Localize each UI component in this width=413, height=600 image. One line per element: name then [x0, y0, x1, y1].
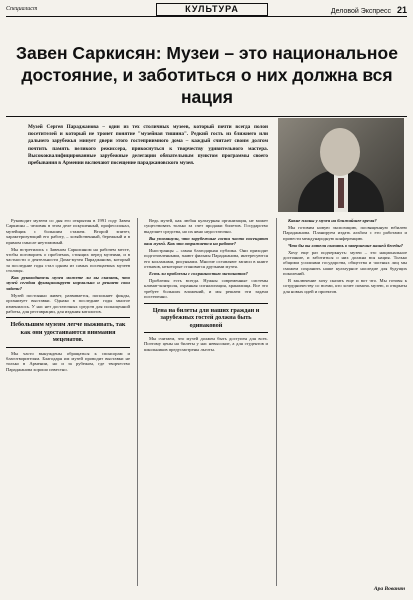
column-3	[283, 218, 407, 590]
column-2	[144, 218, 268, 590]
paragraph: Проблемы есть всегда. Нужны современные системы климат-контроля, охранная сигнализация, хранилища. Все это требует больших вложений, и мы решаем эти задачи постепенно.	[144, 278, 268, 300]
paragraph: Ведь музей, как любая культурная организация, не может существовать только за счет продажи билетов. Государство выделяет средства, но их явно недостаточно.	[144, 218, 268, 234]
paragraph: Мы считаем, что музей должен быть доступен для всех. Поэтому цены на билеты у нас невысокие, а для студентов и школьников предусмотрены льготы.	[144, 335, 268, 352]
title-rule	[6, 116, 407, 117]
paragraph: Хочу еще раз подчеркнуть: музеи – это национальное достояние, и заботиться о них должна вся нация. Только общими усилиями государства, общества и частных лиц мы сможем сохранить наше культурное наследие для будущих поколений.	[283, 249, 407, 277]
article-title: Завен Саркисян: Музеи – это национальное достояние, и заботиться о них должна вся нация	[16, 42, 398, 107]
column-divider	[276, 218, 277, 586]
paragraph: Мы встретились с Завеном Саркисяном на рабочем месте, чтобы поговорить о проблемах, стоящих перед музеями, и в частности о деятельности Дома-музея Параджанова, который за последние годы стал одним из самых посещаемых музеев столицы.	[6, 246, 130, 274]
article-lead: Музей Сергея Параджанова – один из тех столичных музеев, который почти всегда полон посетителей и который не тронет понятие "музейная тишина". Редкий гость из ближнего или дальнего зарубежья минует двери этого гостеприимного дома – каждый считает своим долгом почтить память великого режиссера, прикоснуться к творчеству удивительного мастера. Высококвалифицированные зарубежные делегации обязательным пунктом программы своего пребывания в Армении включают посещение параджановского музея.	[28, 124, 268, 167]
pull-quote: Цена на билеты для наших граждан и зарубежных гостей должна быть одинаковой	[144, 303, 268, 333]
header-rubric: Специалист	[6, 6, 38, 12]
paragraph: Музей постоянно живет, развивается, пополняет фонды, организует выставки. Однако в последние годы многое изменилось. У нас нет достаточных средств для полноценной работы, для реставрации, для издания каталогов.	[6, 292, 130, 314]
column-divider	[137, 218, 138, 586]
interview-question: Как руководитель музея можете ли вы сказать, что музей сегодня функционирует нормально и решает свои задачи?	[6, 275, 130, 291]
section-title: КУЛЬТУРА	[156, 3, 268, 16]
page-header	[6, 3, 407, 15]
pull-quote: Небольшим музеям легче выживать, так как они удостаиваются внимания меценатов.	[6, 317, 130, 347]
paragraph: Иностранцы – самая благодарная публика. Они приходят подготовленными, знают фильмы Параджанова, интересуются его коллажами, рисунками. Многие оставляют записи в книге отзывов, некоторые становятся друзьями музея.	[144, 248, 268, 270]
interview-question: Есть ли проблемы с сохранностью экспонатов?	[149, 271, 248, 277]
column-1	[6, 218, 130, 580]
interview-question: Какие планы у музея на ближайшее время?	[288, 218, 377, 223]
header-rule	[6, 16, 407, 17]
interview-question: Вы упомянули, что зарубежные гости часто посещают ваш музей. Как это отражается на работе?	[144, 235, 268, 247]
author-signature: Ара Вованян	[373, 586, 405, 592]
paragraph: Руководит музеем со дня его открытия в 1991 году Завен Саркисян – человик в этом деле искушенный, профессионал, музейщик с большим стажем. Второй эпитет, характеризующий его работу, – хозяйственный, бережный и в прямом смысле неутомимый.	[6, 218, 130, 245]
header-publication: Деловой Экспресс 21	[330, 5, 407, 15]
paragraph: В заключение хочу сказать еще и вот что. Мы готовы к сотрудничеству со всеми, кто хочет помочь музею, и открыты для новых идей и проектов.	[283, 278, 407, 294]
page-number: 21	[396, 5, 407, 15]
paragraph: Мы часто вынуждены обращаться к спонсорам и благотворителям. Благодаря им музей проводит выставки не только в Армении, но и за рубежом, где творчество Параджанова хорошо известно.	[6, 350, 130, 372]
interview-question: Что бы вы хотели сказать в завершение нашей беседы?	[288, 242, 403, 248]
portrait-photo	[278, 118, 404, 212]
paragraph: Мы готовим новую экспозицию, посвященную юбилею Параджанова. Планируем издать альбом с его работами и провести международную конференцию.	[283, 224, 407, 241]
